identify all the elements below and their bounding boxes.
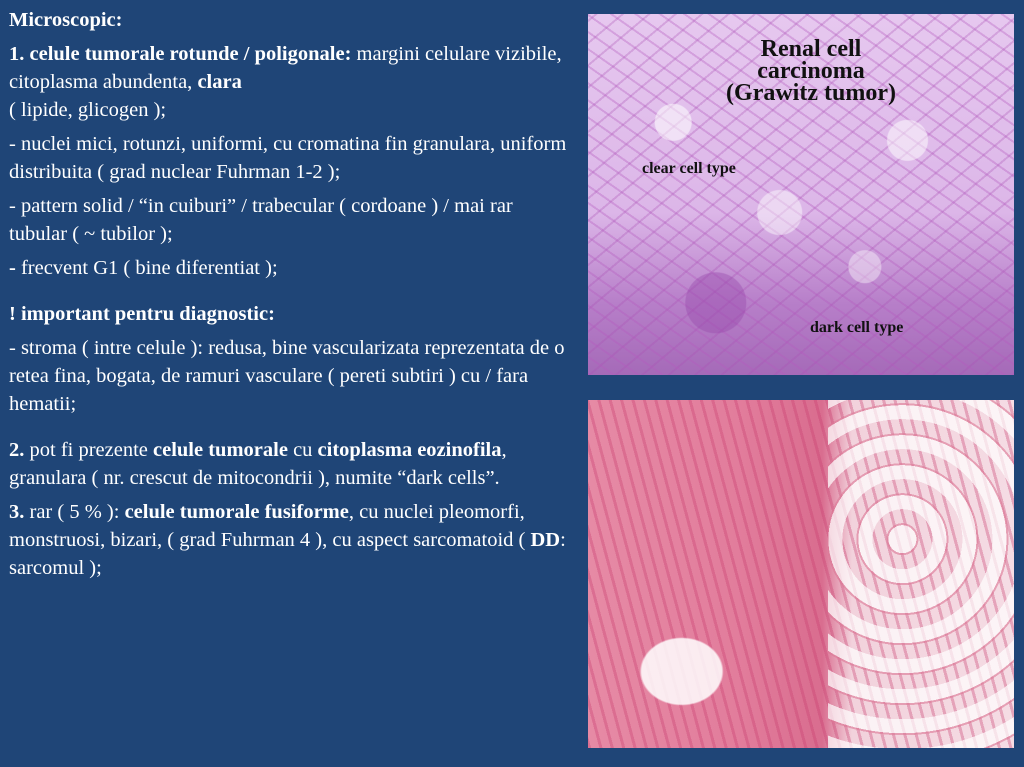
paragraph-7 (9, 436, 574, 492)
label-clear-cell: clear cell type (642, 160, 736, 177)
p1-clara: clara (197, 71, 242, 93)
p8-b: celule tumorale fusiforme (124, 501, 349, 523)
p7-d: citoplasma eozinofila (317, 439, 502, 461)
p1-rest: margini celulare vizibile, citoplasma abundenta, (9, 43, 562, 93)
p1-bold: 1. celule tumorale rotunde / poligonale: (9, 43, 352, 65)
heading: Microscopic: (9, 9, 123, 31)
paragraph-4 (9, 254, 574, 282)
histology-image-clear-cell (588, 14, 1014, 375)
paragraph-1 (9, 40, 574, 124)
text-column (9, 6, 574, 582)
p7-a: pot fi prezente (24, 439, 154, 461)
p8-dd: DD (530, 529, 561, 551)
p7-e: , granulara ( nr. crescut de mitocondrii ), numite “dark cells”. (9, 439, 507, 489)
p8-a: rar ( 5 % ): (24, 501, 125, 523)
p8-d: : sarcomul ); (9, 529, 566, 579)
p8-c: , cu nuclei pleomorfi, monstruosi, bizari, ( grad Fuhrman 4 ), cu aspect sarcomatoid ( (9, 501, 531, 551)
label-dark-cell: dark cell type (810, 319, 904, 336)
paragraph-8 (9, 498, 574, 582)
histology-image-stroma (588, 400, 1014, 748)
p8-num: 3. (9, 501, 25, 523)
paragraph-3: - pattern solid / “in cuiburi” / trabecular ( cordoane ) / mai rar tubular ( ~ tubilor ); (9, 195, 513, 245)
paragraph-5: ! important pentru diagnostic: (9, 303, 275, 325)
p4-rest: frecvent G1 ( bine diferentiat ); (15, 257, 278, 279)
paragraph-2: - nuclei mici, rotunzi, uniformi, cu cromatina fin granulara, uniform distribuita ( grad nuclear Fuhrman 1-2 ); (9, 133, 567, 183)
p7-c: cu (287, 439, 318, 461)
image-title-line-1: Renal cell carcinoma (757, 36, 865, 84)
paragraph-6: - stroma ( intre celule ): redusa, bine vascularizata reprezentata de o retea fina, bogata, de ramuri vasculare ( pereti subtiri ) cu / fara hematii; (9, 337, 565, 415)
p1-end: ( lipide, glicogen ); (9, 99, 167, 121)
image-title (706, 38, 916, 104)
clear-cells-region (828, 400, 1014, 748)
p7-num: 2. (9, 439, 25, 461)
image-title-line-2: (Grawitz tumor) (726, 80, 896, 106)
p4-dash: - (9, 257, 16, 279)
p7-b: celule tumorale (153, 439, 288, 461)
